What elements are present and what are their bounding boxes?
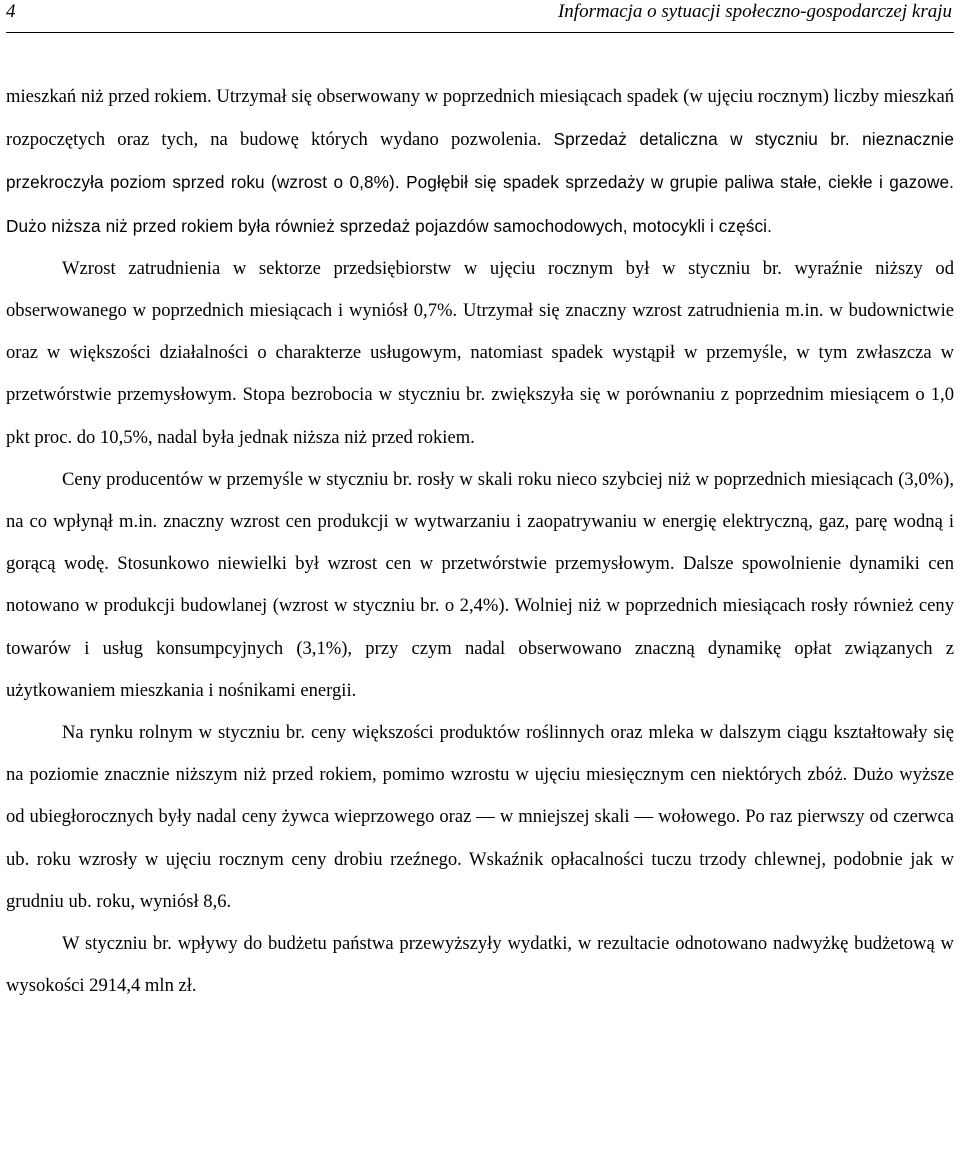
paragraph-agriculture: Na rynku rolnym w styczniu br. ceny większości produktów roślinnych oraz mleka w dalszym ciągu kształtowały się na poziomie znacznie niższym niż przed rokiem, pomimo wzrostu w ujęciu miesięcznym cen niektórych zbóż. Dużo wyższe od ubiegłorocznych były nadal ceny żywca wieprzowego oraz — w mniejszej skali — wołowego. Po raz pierwszy od czerwca ub. roku wzrosły w ujęciu rocznym ceny drobiu rzeźnego. Wskaźnik opłacalności tuczu trzody chlewnej, podobnie jak w grudniu ub. roku, wyniósł 8,6.: [6, 722, 954, 912]
document-page: [6, 0, 954, 1168]
running-header: [6, 0, 954, 33]
paragraph-prices: Ceny producentów w przemyśle w styczniu br. rosły w skali roku nieco szybciej niż w poprzednich miesiącach (3,0%), na co wpłynął m.in. znaczny wzrost cen produkcji w wytwarzaniu i zaopatrywaniu w energię elektryczną, gaz, parę wodną i gorącą wodę. Stosunkowo niewielki był wzrost cen w przetwórstwie przemysłowym. Dalsze spowolnienie dynamiki cen notowano w produkcji budowlanej (wzrost w styczniu br. o 2,4%). Wolniej niż w poprzednich miesiącach rosły również ceny towarów i usług konsumpcyjnych (3,1%), przy czym nadal obserwowano znaczną dynamikę opłat związanych z użytkowaniem mieszkania i nośnikami energii.: [6, 468, 954, 701]
page-number: 4: [6, 1, 16, 22]
header-title: Informacja o sytuacji społeczno-gospodarczej kraju: [557, 1, 952, 22]
paragraph-housing-retail: [6, 76, 954, 248]
body-text: [6, 76, 954, 1007]
paragraph-housing-text: mieszkań niż przed rokiem. Utrzymał się obserwowany w poprzednich miesiącach spadek (w ujęciu rocznym) liczby mieszkań rozpoczętych oraz tych, na budowę których wydano pozwolenia.: [6, 86, 954, 151]
paragraph-budget: W styczniu br. wpływy do budżetu państwa przewyższyły wydatki, w rezultacie odnotowano nadwyżkę budżetową w wysokości 2914,4 mln zł.: [6, 933, 954, 997]
paragraph-employment: Wzrost zatrudnienia w sektorze przedsiębiorstw w ujęciu rocznym był w styczniu br. wyraźnie niższy od obserwowanego w poprzednich miesiącach i wyniósł 0,7%. Utrzymał się znaczny wzrost zatrudnienia m.in. w budownictwie oraz w większości działalności o charakterze usługowym, natomiast spadek wystąpił w przemyśle, w tym zwłaszcza w przetwórstwie przemysłowym. Stopa bezrobocia w styczniu br. zwiększyła się w porównaniu z poprzednim miesiącem o 1,0 pkt proc. do 10,5%, nadal była jednak niższa niż przed rokiem.: [6, 257, 954, 448]
paragraph-retail-text: Sprzedaż detaliczna w styczniu br. nieznacznie przekroczyła poziom sprzed roku (wzrost o 0,8%). Pogłębił się spadek sprzedaży w grupie paliwa stałe, ciekłe i gazowe. Dużo niższa niż przed rokiem była również sprzedaż pojazdów samochodowych, motocykli i części.: [6, 129, 954, 236]
